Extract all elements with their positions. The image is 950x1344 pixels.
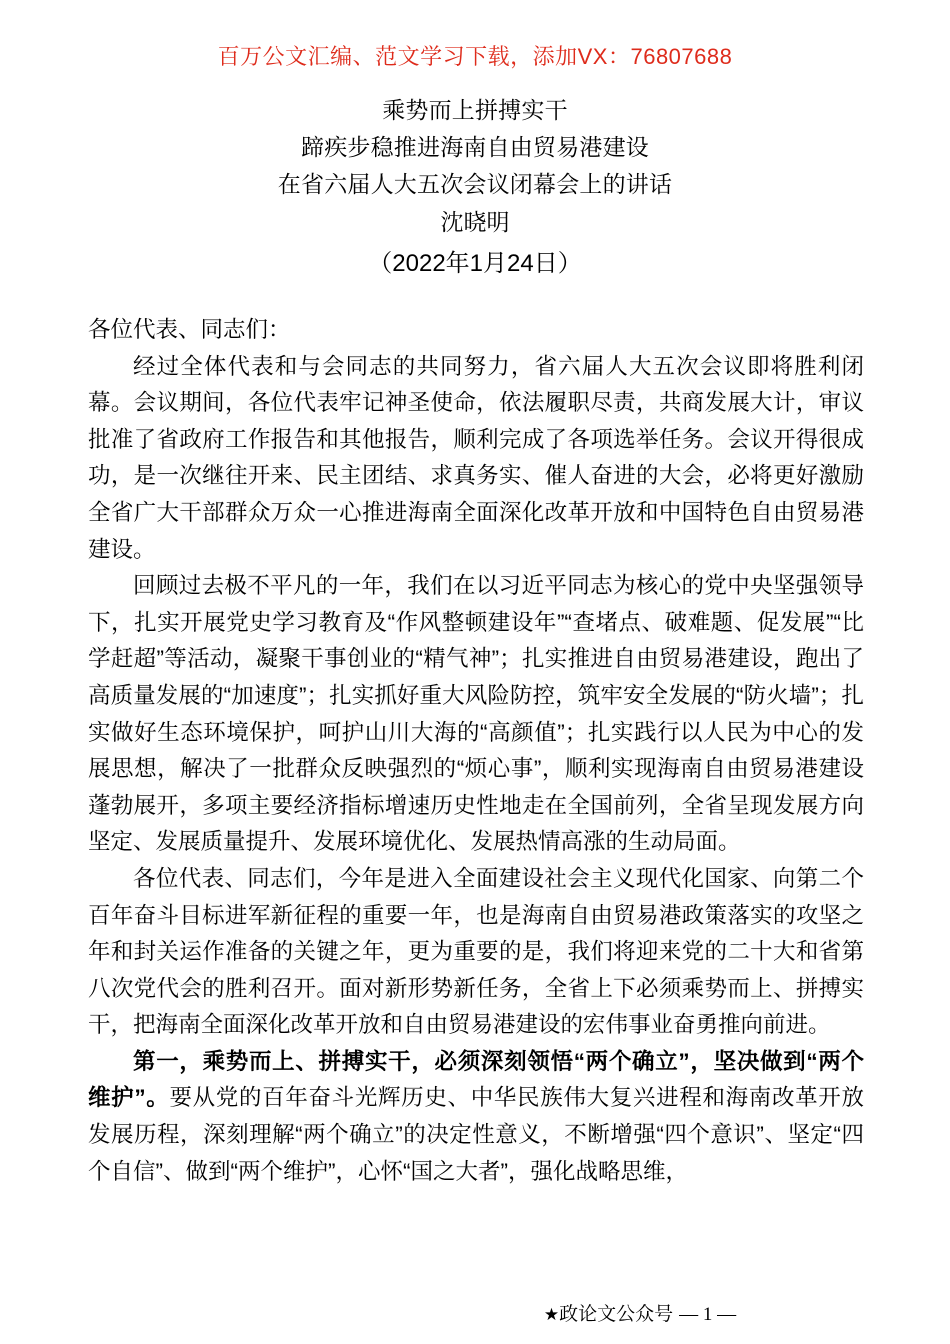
page-number: — 1 — [679, 1304, 737, 1325]
paragraph-4-text: 要从党的百年奋斗光辉历史、中华民族伟大复兴进程和海南改革开放发展历程，深刻理解“两个确立”的决定性意义，不断增强“四个意识”、坚定“四个自信”、做到“两个维护”，心怀“国之大者”，强化战略思维， [88, 1085, 864, 1184]
paragraph-4 [88, 1044, 864, 1190]
title-author: 沈晓明 [440, 209, 510, 235]
paragraph-2: 回顾过去极不平凡的一年，我们在以习近平同志为核心的党中央坚强领导下，扎实开展党史学习教育及“作风整顿建设年”“查堵点、破难题、促发展”“比学赶超”等活动，凝聚干事创业的“精气神”；扎实推进自由贸易港建设，跑出了高质量发展的“加速度”；扎实抓好重大风险防控，筑牢安全发展的“防火墙”；扎实做好生态环境保护，呵护山川大海的“高颜值”；扎实践行以人民为中心的发展思想，解决了一批群众反映强烈的“烦心事”，顺利实现海南自由贸易港建设蓬勃展开，多项主要经济指标增速历史性地走在全国前列，全省呈现发展方向坚定、发展质量提升、发展环境优化、发展热情高涨的生动局面。 [88, 573, 864, 855]
page-footer [0, 1299, 950, 1326]
paragraph-4-heading: 第一，乘势而上、拼搏实干，必须深刻领悟“两个确立”，坚决做到“两个维护”。 [88, 1048, 864, 1111]
title-block [88, 92, 862, 286]
title-line-1: 乘势而上拼搏实干 [382, 97, 568, 123]
watermark-text: 百万公文汇编、范文学习下载，添加VX：76807688 [217, 44, 733, 69]
title-date: （2022年1月24日） [368, 250, 582, 277]
salutation: 各位代表、同志们： [88, 317, 291, 342]
star-icon: ★ [543, 1305, 560, 1324]
footer-inner [544, 1299, 736, 1326]
paragraph-1: 经过全体代表和与会同志的共同努力，省六届人大五次会议即将胜利闭幕。会议期间，各位代表牢记神圣使命，依法履职尽责，共商发展大计，审议批准了省政府工作报告和其他报告，顺利完成了各项选举任务。会议开得很成功，是一次继往开来、民主团结、求真务实、催人奋进的大会，必将更好激励全省广大干部群众万众一心推进海南全面深化改革开放和中国特色自由贸易港建设。 [88, 353, 864, 562]
title-line-3: 在省六届人大五次会议闭幕会上的讲话 [277, 171, 673, 197]
paragraph-3: 各位代表、同志们，今年是进入全面建设社会主义现代化国家、向第二个百年奋斗目标进军新征程的重要一年，也是海南自由贸易港政策落实的攻坚之年和封关运作准备的关键之年，更为重要的是，我们将迎来党的二十大和省第八次党代会的胜利召开。面对新形势新任务，全省上下必须乘势而上、拼搏实干，把海南全面深化改革开放和自由贸易港建设的宏伟事业奋勇推向前进。 [88, 865, 864, 1038]
document-body [88, 312, 864, 1190]
footer-brand: 政论文公众号 [559, 1304, 674, 1325]
title-line-2: 蹄疾步稳推进海南自由贸易港建设 [301, 134, 649, 160]
